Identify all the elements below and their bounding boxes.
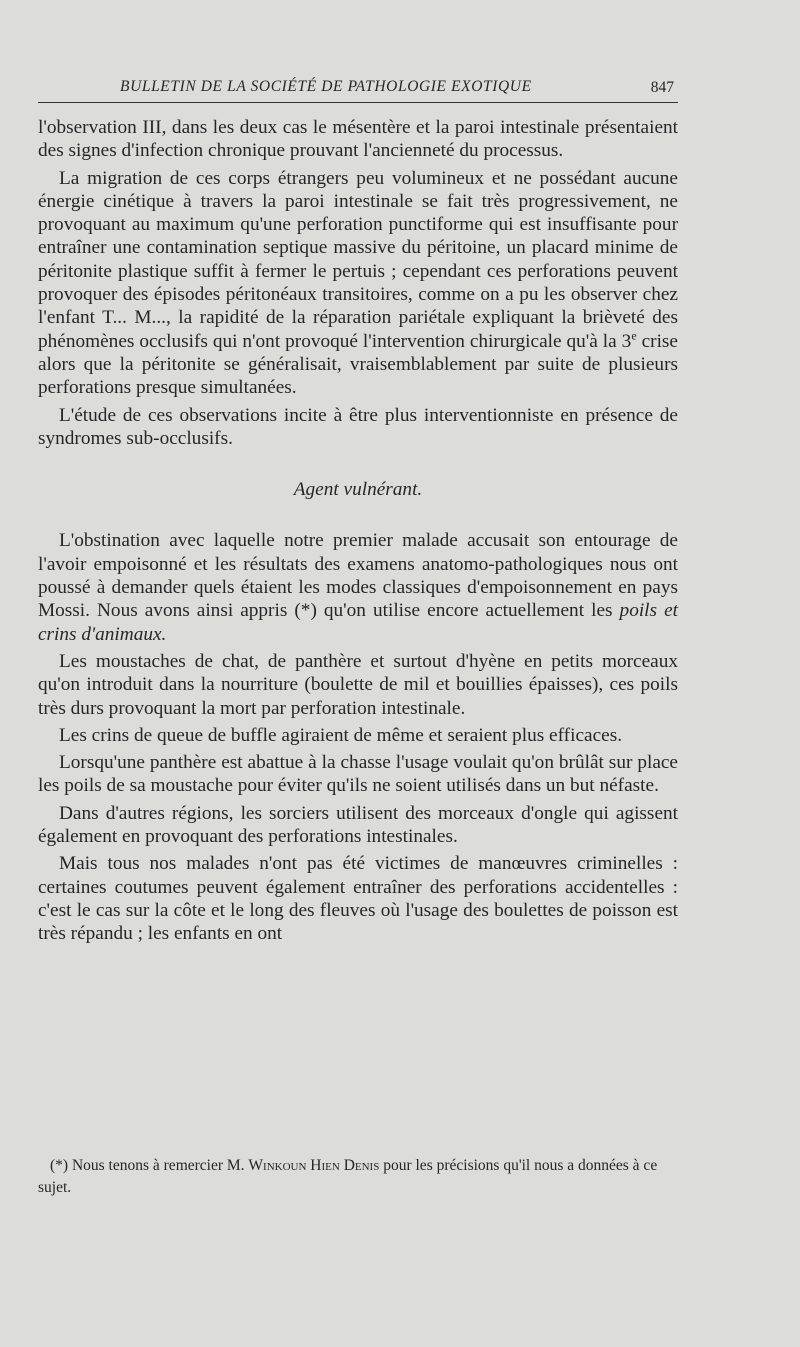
paragraph	[38, 167, 678, 400]
running-title: BULLETIN DE LA SOCIÉTÉ DE PATHOLOGIE EXOTIQUE	[120, 78, 532, 95]
paragraph-text: La migration de ces corps étrangers peu volumineux et ne possédant aucune énergie cinétique à travers la paroi intestinale se fait très progressivement, ne provoquant au maximum qu'une perforation punctiforme qui est insuffisante pour entraîner une contamination septique massive du péritoine, un placard minime de péritonite plastique suffit à fermer le pertuis ; cependant ces perforations peuvent provoquer des épisodes péritonéaux transitoires, comme on a pu les observer chez l'enfant T... M..., la rapidité de la réparation pariétale expliquant la brièveté des phénomènes occlusifs qui n'ont provoqué l'intervention chirurgicale qu'à la 3	[38, 167, 678, 352]
footnote-text	[38, 1155, 678, 1199]
paragraph: Les moustaches de chat, de panthère et surtout d'hyène en petits morceaux qu'on introduit dans la nourriture (boulette de mil et bouillies épaisses), ces poils très durs provoquant la mort par perforation intestinale.	[38, 650, 678, 719]
paragraph: Les crins de queue de buffle agiraient de même et seraient plus efficaces.	[59, 724, 623, 746]
paragraph: Lorsqu'une panthère est abattue à la chasse l'usage voulait qu'on brûlât sur place les poils de sa moustache pour éviter qu'ils ne soient utilisés dans un but néfaste.	[38, 752, 678, 797]
footnote	[38, 1155, 678, 1199]
paragraph: l'observation III, dans les deux cas le mésentère et la paroi intestinale présentaient des signes d'infection chronique prouvant l'ancienneté du processus.	[38, 117, 678, 162]
italic-phrase: poils et crins d'animaux.	[38, 600, 678, 645]
superscript: e	[631, 328, 637, 343]
paragraph: Dans d'autres régions, les sorciers utilisent des morceaux d'ongle qui agissent également en provoquant des perforations intestinales.	[38, 802, 678, 848]
page-number: 847	[650, 79, 674, 96]
paragraph-text: L'obstination avec laquelle notre premier malade accusait son entourage de l'avoir empoisonné et les résultats des examens anatomo-pathologiques nous ont poussé à demander quels étaient les modes classiques d'empoisonnement en pays Mossi. Nous avons ainsi appris (*) qu'on utilise encore actuellement les	[38, 530, 678, 622]
footnote-name: Winkoun Hien Denis	[248, 1157, 380, 1174]
paragraph: L'étude de ces observations incite à être plus interventionniste en présence de syndromes sub-occlusifs.	[38, 404, 678, 449]
article-body	[38, 116, 678, 950]
footnote-text-end: pour les précisions qu'il nous a données à ce sujet.	[38, 1157, 658, 1196]
paragraph: Mais tous nos malades n'ont pas été victimes de manœuvres criminelles : certaines coutumes peuvent également entraîner des perforations accidentelles : c'est le cas sur la côte et le long des fleuves où l'usage des boulettes de poisson est très répandu ; les enfants en ont	[38, 853, 678, 945]
section-title: Agent vulnérant.	[293, 479, 423, 501]
footnote-text-start: (*) Nous tenons à remercier M.	[50, 1157, 249, 1174]
paragraph-text: crise alors que la péritonite se généralisait, vraisemblablement par suite de plusieurs perforations presque simultanées.	[38, 330, 678, 399]
paragraph	[38, 529, 678, 645]
running-header	[38, 70, 678, 103]
